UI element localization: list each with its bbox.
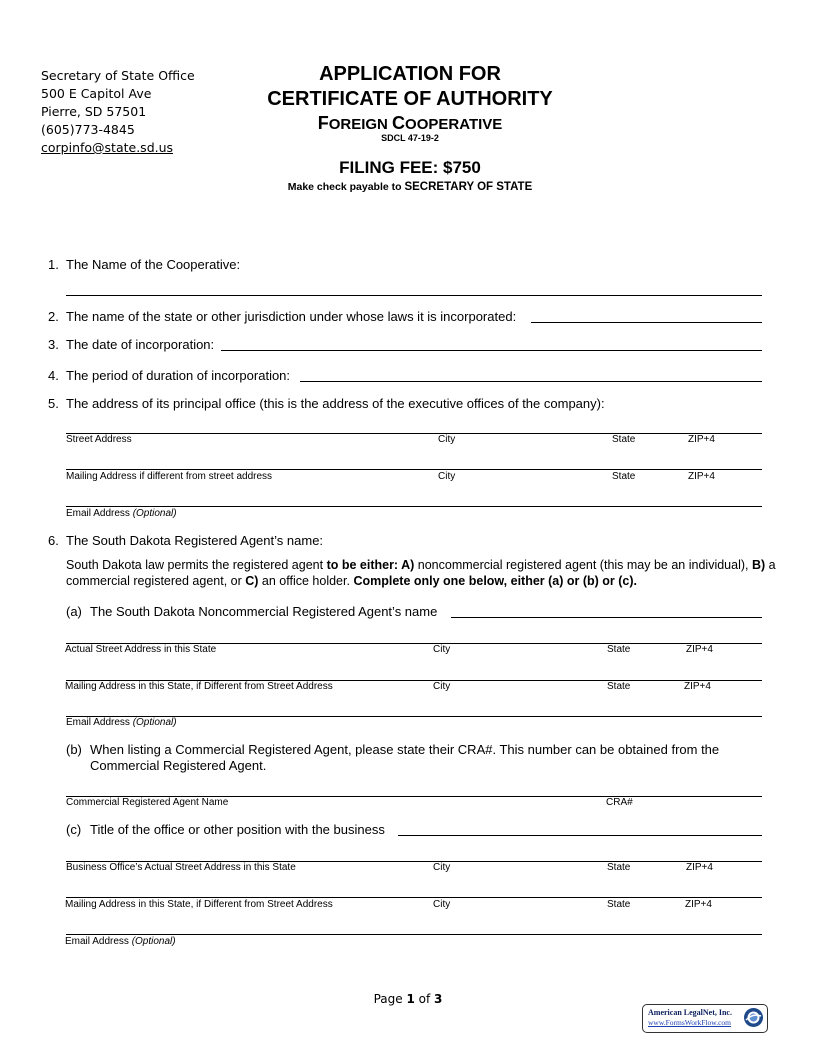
noncommercial-agent-name-field[interactable]: [451, 617, 762, 618]
item-2-number: 2.: [48, 309, 59, 324]
state-label: State: [612, 471, 636, 482]
cooperative-name-field[interactable]: [66, 295, 762, 296]
item-1-label: The Name of the Cooperative:: [66, 257, 241, 272]
principal-email-field[interactable]: [66, 506, 762, 507]
option-a-label: The South Dakota Noncommercial Registered Agent’s name: [90, 604, 438, 619]
item-5-number: 5.: [48, 396, 59, 411]
statute-reference: SDCL 47-19-2: [381, 133, 439, 143]
cra-label: CRA#: [606, 797, 633, 808]
street-address-label: Street Address: [66, 434, 132, 445]
state-label: State: [607, 681, 631, 692]
option-c-label: Title of the office or other position with the business: [90, 822, 385, 837]
filing-fee: FILING FEE: $750: [339, 158, 481, 177]
office-title-field[interactable]: [398, 835, 762, 836]
mailing-address-label: Mailing Address if different from street address: [66, 471, 273, 482]
state-label: State: [607, 644, 631, 655]
business-street-address-label: Business Office’s Actual Street Address in this State: [66, 862, 296, 873]
item-6-label: The South Dakota Registered Agent’s name:: [66, 533, 324, 548]
email-label: Email Address (Optional): [65, 936, 176, 947]
option-c-marker: (c): [66, 822, 82, 837]
state-label: State: [607, 862, 631, 873]
american-legalnet-logo[interactable]: American LegalNet, Inc. www.FormsWorkFlow.com: [642, 1004, 768, 1033]
office-street: 500 E Capitol Ave: [41, 86, 152, 101]
zip-label: ZIP+4: [685, 899, 712, 910]
zip-label: ZIP+4: [684, 681, 711, 692]
agent-instructions: South Dakota law permits the registered agent to be either: A) noncommercial registered agent (this may be an individual), B) a commercial registered agent, or C) an office holder. Complete only one below, either (a) or (b) or (c).: [66, 558, 776, 588]
item-4-label: The period of duration of incorporation:: [66, 368, 291, 383]
state-label: State: [607, 899, 631, 910]
title-line-1: APPLICATION FOR: [319, 63, 501, 85]
city-label: City: [433, 899, 451, 910]
office-name: Secretary of State Office: [41, 68, 195, 83]
office-email-link[interactable]: corpinfo@state.sd.us: [41, 140, 174, 155]
item-3-number: 3.: [48, 337, 59, 352]
actual-street-address-label: Actual Street Address in this State: [65, 644, 217, 655]
agent-c-email-field[interactable]: [66, 934, 762, 935]
office-phone: (605)773-4845: [41, 122, 135, 137]
item-1-number: 1.: [48, 257, 59, 272]
mailing-address-label: Mailing Address in this State, if Different from Street Address: [65, 899, 333, 910]
option-b-label: When listing a Commercial Registered Agent, please state their CRA#. This number can be obtained from the Commercial Registered Agent.: [90, 742, 720, 773]
check-payable-note: Make check payable to SECRETARY OF STATE: [287, 181, 533, 193]
office-city: Pierre, SD 57501: [41, 104, 147, 119]
zip-label: ZIP+4: [686, 644, 713, 655]
option-b-marker: (b): [66, 742, 82, 757]
city-label: City: [438, 471, 456, 482]
jurisdiction-field[interactable]: [531, 322, 762, 323]
email-label: Email Address (Optional): [66, 717, 177, 728]
title-line-2: CERTIFICATE OF AUTHORITY: [267, 88, 553, 110]
agent-c-mailing-field[interactable]: [66, 897, 762, 898]
option-a-marker: (a): [66, 604, 82, 619]
page-number: Page 1 of 3: [373, 992, 443, 1006]
item-3-label: The date of incorporation:: [66, 337, 215, 352]
duration-field[interactable]: [300, 381, 762, 382]
city-label: City: [433, 644, 451, 655]
subtitle: FOREIGN COOPERATIVE: [317, 113, 503, 133]
principal-street-field[interactable]: [66, 433, 762, 434]
zip-label: ZIP+4: [688, 434, 715, 445]
zip-label: ZIP+4: [688, 471, 715, 482]
city-label: City: [433, 862, 451, 873]
mailing-address-label: Mailing Address in this State, if Different from Street Address: [65, 681, 333, 692]
item-2-label: The name of the state or other jurisdiction under whose laws it is incorporated:: [66, 309, 517, 324]
item-6-number: 6.: [48, 533, 59, 548]
city-label: City: [438, 434, 456, 445]
email-label: Email Address (Optional): [66, 508, 177, 519]
item-4-number: 4.: [48, 368, 59, 383]
zip-label: ZIP+4: [686, 862, 713, 873]
commercial-agent-name-label: Commercial Registered Agent Name: [66, 797, 229, 808]
principal-mailing-field[interactable]: [66, 469, 762, 470]
globe-icon: [743, 1007, 764, 1028]
state-label: State: [612, 434, 636, 445]
city-label: City: [433, 681, 451, 692]
incorporation-date-field[interactable]: [221, 350, 762, 351]
office-address-block: [41, 67, 195, 157]
item-5-label: The address of its principal office (this is the address of the executive offices of the company):: [66, 396, 605, 411]
